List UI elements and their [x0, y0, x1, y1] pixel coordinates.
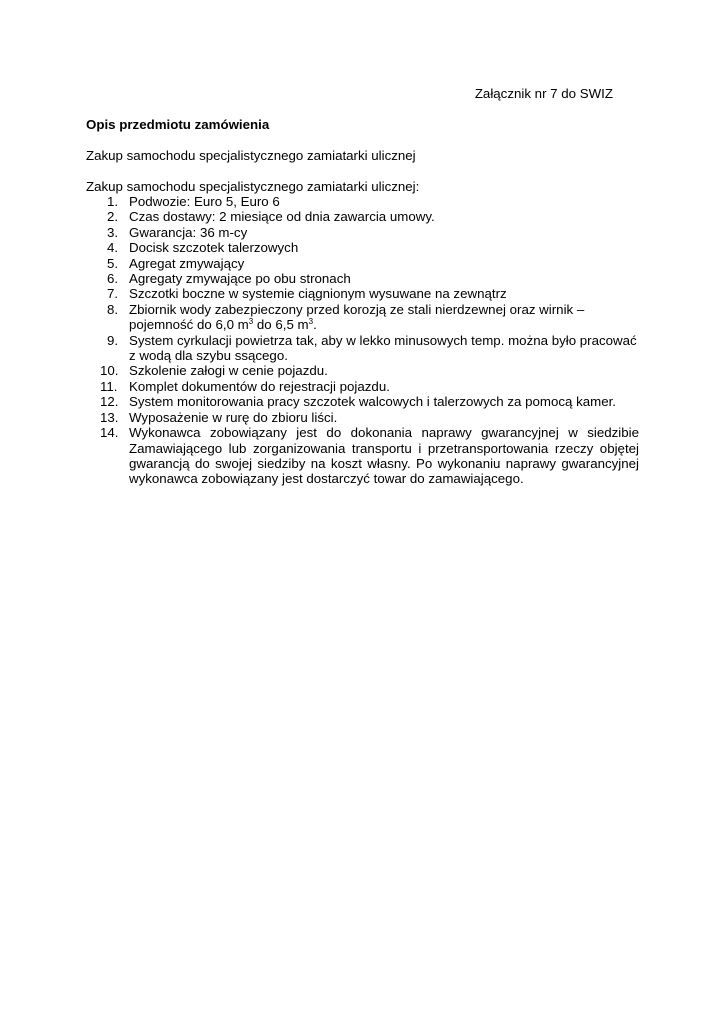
document-title: Opis przedmiotu zamówienia: [86, 117, 270, 132]
list-item-text-part: do 6,5 m: [253, 317, 309, 333]
list-item-6: [86, 271, 639, 286]
list-item-8: [86, 302, 639, 333]
items-intro: Zakup samochodu specjalistycznego zamiatarki ulicznej:: [86, 179, 420, 194]
list-item-3: [86, 225, 639, 240]
list-item-number: 1.: [107, 194, 119, 209]
list-item-number: 11.: [100, 378, 118, 394]
list-item-text: System cyrkulacji powietrza tak, aby w lekko minusowych temp. można było pracować z wodą dla szybu ssącego.: [129, 332, 637, 364]
list-item-text: Gwarancja: 36 m-cy: [129, 224, 248, 240]
list-item-4: [86, 240, 639, 255]
list-item-text: Agregat zmywający: [129, 255, 245, 271]
list-item-text: Docisk szczotek talerzowych: [129, 240, 299, 256]
list-item-number: 2.: [107, 209, 119, 225]
list-item-text: [129, 302, 639, 333]
list-item-text: Czas dostawy: 2 miesiące od dnia zawarcia umowy.: [129, 209, 435, 225]
list-item-number: 4.: [107, 240, 119, 256]
list-item-number: 3.: [107, 224, 119, 240]
list-item-number: 5.: [107, 255, 119, 271]
list-item-text: Podwozie: Euro 5, Euro 6: [129, 194, 280, 209]
superscript: 3: [308, 317, 314, 327]
list-item-text: System monitorowania pracy szczotek walcowych i talerzowych za pomocą kamer.: [129, 394, 616, 410]
requirements-list: [86, 194, 639, 487]
list-item-text: Komplet dokumentów do rejestracji pojazdu.: [129, 378, 390, 394]
list-item-1: [86, 194, 639, 209]
list-item-number: 12.: [100, 394, 119, 410]
list-item-number: 7.: [107, 286, 119, 302]
list-item-10: [86, 363, 639, 378]
list-item-2: [86, 209, 639, 224]
list-item-number: 10.: [100, 363, 119, 379]
list-item-7: [86, 286, 639, 301]
document-subject: Zakup samochodu specjalistycznego zamiatarki ulicznej: [86, 148, 416, 163]
list-item-number: 9.: [107, 332, 119, 348]
list-item-text-part: Zbiornik wody zabezpieczony przed korozją ze stali nierdzewnej oraz wirnik – pojemność do 6,0 m: [129, 301, 585, 333]
superscript: 3: [248, 317, 254, 327]
list-item-text: Szczotki boczne w systemie ciągnionym wysuwane na zewnątrz: [129, 286, 507, 302]
list-item-number: 8.: [107, 301, 119, 317]
list-item-9: [86, 333, 639, 364]
annex-label: Załącznik nr 7 do SWIZ: [474, 86, 613, 101]
list-item-text: Agregaty zmywające po obu stronach: [129, 271, 351, 287]
list-item-number: 6.: [107, 271, 119, 287]
list-item-text: Wykonawca zobowiązany jest do dokonania naprawy gwarancyjnej w siedzibie Zamawiającego lub zorganizowania transportu i przetransportowania rzeczy objętej gwarancją do swojej siedziby na koszt własny. Po wykonaniu naprawy gwarancyjnej wykonawca zobowiązany jest dostarczyć towar do zamawiającego.: [129, 425, 639, 487]
list-item-text-part: .: [313, 317, 317, 333]
list-item-13: [86, 410, 639, 425]
list-item-text: Wyposażenie w rurę do zbioru liści.: [129, 409, 338, 425]
list-item-11: [86, 379, 639, 394]
list-item-5: [86, 256, 639, 271]
list-item-12: [86, 394, 639, 409]
list-item-14: [86, 425, 639, 487]
list-item-number: 14.: [100, 425, 119, 441]
list-item-text: Szkolenie załogi w cenie pojazdu.: [129, 363, 328, 379]
list-item-number: 13.: [100, 409, 119, 425]
